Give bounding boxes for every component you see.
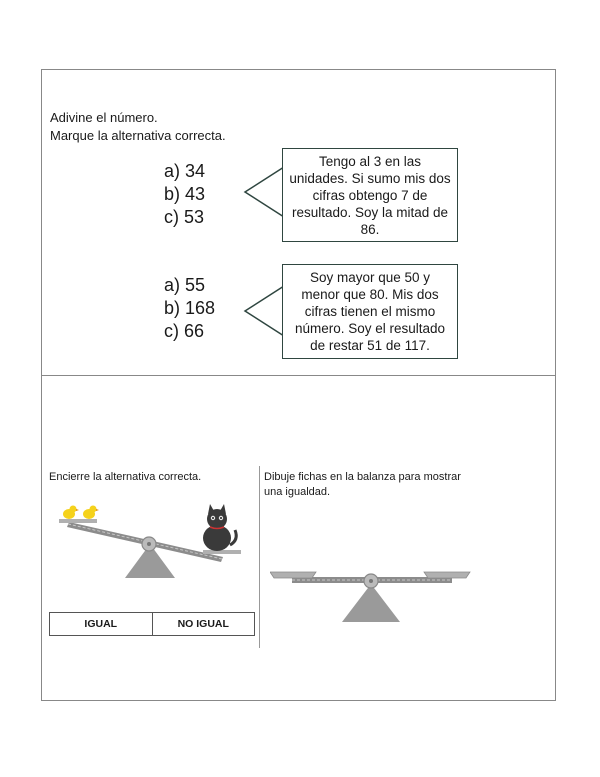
tilted-balance-image (55, 500, 245, 582)
q1-option-b[interactable]: b) 43 (164, 184, 206, 204)
balance-base-icon (342, 584, 400, 622)
level-balance-image[interactable] (270, 568, 472, 624)
answer-not-equal-button[interactable]: NO IGUAL (152, 613, 255, 635)
arrow-left-icon (244, 285, 286, 337)
instruction-draw-tokens: Dibuje fichas en la balanza para mostrar una igualdad. (264, 471, 461, 498)
q1-option-a[interactable]: a) 34 (164, 161, 206, 181)
chick-icon (63, 506, 79, 520)
chick-icon (83, 506, 99, 520)
q2-option-c[interactable]: c) 66 (164, 321, 205, 341)
instruction-circle-answer: Encierre la alternativa correcta. (49, 471, 202, 483)
q1-option-c[interactable]: c) 53 (164, 207, 205, 227)
left-pan (270, 572, 316, 578)
answer-options-table (49, 612, 255, 636)
instruction-mark-answer: Marque la alternativa correcta. (50, 128, 226, 143)
q2-clue-box: Soy mayor que 50 y menor que 80. Mis dos cifras tienen el mismo número. Soy el resultado de restar 51 de 117. (282, 264, 458, 359)
instruction-guess-number: Adivine el número. (50, 110, 158, 125)
section-divider (41, 375, 556, 376)
arrow-left-icon (244, 166, 286, 218)
right-pan (424, 572, 470, 578)
q2-options (164, 274, 215, 343)
answer-equal-button[interactable]: IGUAL (84, 618, 118, 630)
cat-icon (203, 504, 236, 551)
q2-option-a[interactable]: a) 55 (164, 275, 206, 295)
q2-option-b[interactable]: b) 168 (164, 298, 216, 318)
column-divider (259, 466, 260, 648)
q1-clue-box: Tengo al 3 en las unidades. Si sumo mis dos cifras obtengo 7 de resultado. Soy la mitad de 86. (282, 148, 458, 242)
q1-options (164, 160, 205, 229)
